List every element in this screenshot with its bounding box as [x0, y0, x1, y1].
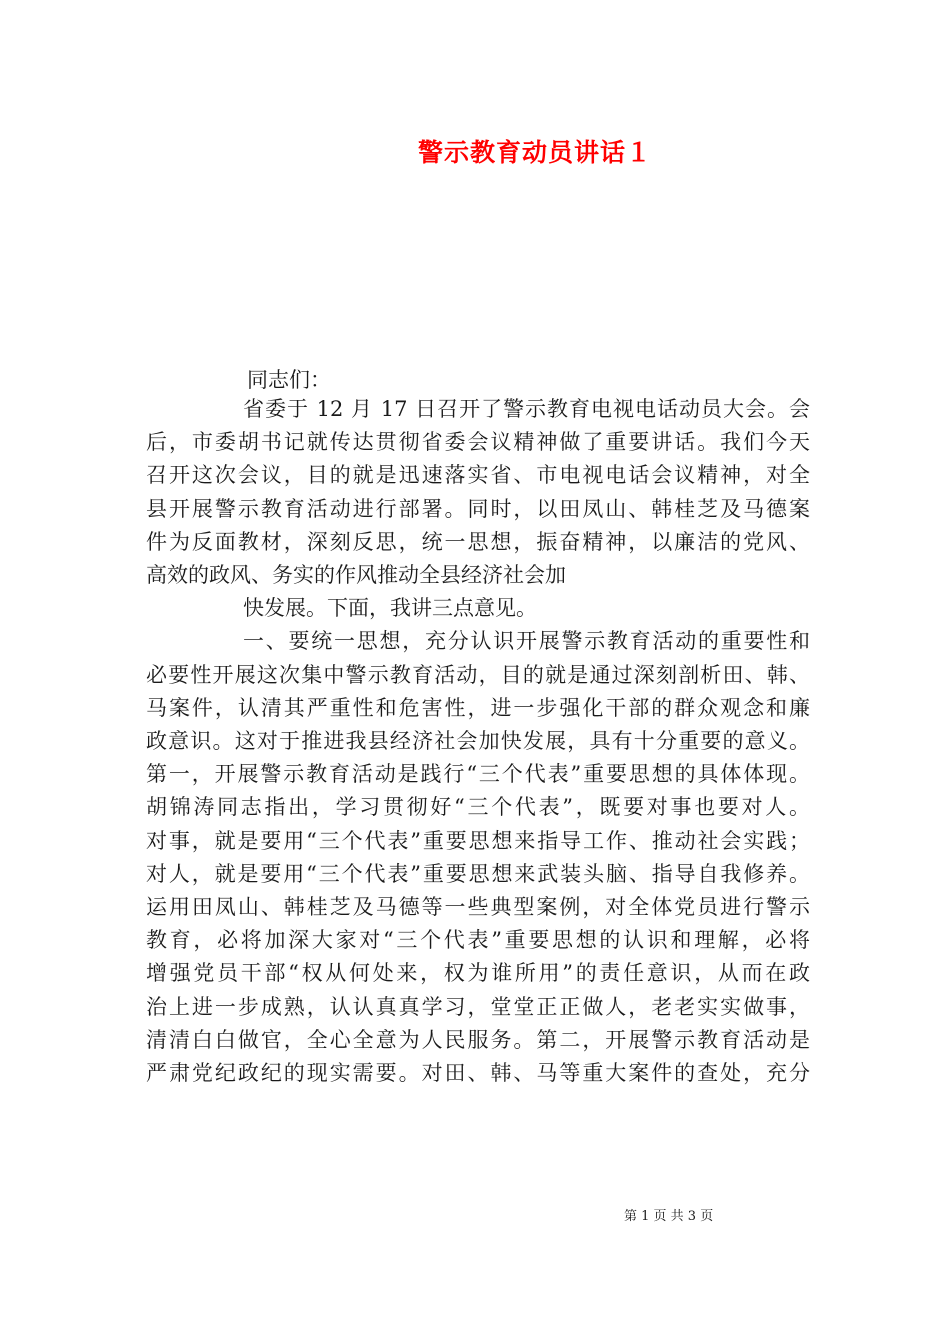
- text-line: 县开展警示教育活动进行部署。同时，以田凤山、韩桂芝及马德案: [146, 496, 810, 521]
- text-line: 教育，必将加深大家对“三个代表”重要思想的认识和理解，必将: [146, 928, 810, 953]
- text-line: 一、要统一思想，充分认识开展警示教育活动的重要性和: [243, 629, 810, 654]
- text-line: 运用田凤山、韩桂芝及马德等一些典型案例，对全体党员进行警示: [146, 895, 810, 920]
- text-line: 快发展。下面，我讲三点意见。: [243, 596, 537, 621]
- text-line: 高效的政风、务实的作风推动全县经济社会加: [146, 563, 566, 588]
- text-line: 件为反面教材，深刻反思，统一思想，振奋精神，以廉洁的党风、: [146, 529, 810, 554]
- paragraph-1: [146, 393, 810, 592]
- text-line: 马案件，认清其严重性和危害性，进一步强化干部的群众观念和廉: [146, 695, 810, 720]
- text-line: 政意识。这对于推进我县经济社会加快发展，具有十分重要的意义。: [146, 729, 810, 754]
- text-line: 对事，就是要用“三个代表”重要思想来指导工作、推动社会实践；: [146, 828, 810, 853]
- text-line: 治上进一步成熟，认认真真学习，堂堂正正做人，老老实实做事，: [146, 994, 810, 1019]
- paragraph-3: [146, 625, 810, 1090]
- salutation: 同志们：: [247, 368, 331, 392]
- text-line: 胡锦涛同志指出，学习贯彻好“三个代表”，既要对事也要对人。: [146, 795, 810, 820]
- text-line: 必要性开展这次集中警示教育活动，目的就是通过深刻剖析田、韩、: [146, 662, 810, 687]
- text-line: 第一，开展警示教育活动是践行“三个代表”重要思想的具体体现。: [146, 762, 810, 787]
- text-line: 召开这次会议，目的就是迅速落实省、市电视电话会议精神，对全: [146, 463, 810, 488]
- text-line: 对人，就是要用“三个代表”重要思想来武装头脑、指导自我修养。: [146, 861, 810, 886]
- text-line: 清清白白做官，全心全意为人民服务。第二，开展警示教育活动是: [146, 1027, 810, 1052]
- document-body: [146, 393, 810, 1090]
- page-footer: 第 1 页 共 3 页: [624, 1209, 714, 1224]
- paragraph-2: [146, 592, 810, 625]
- text-line: 后，市委胡书记就传达贯彻省委会议精神做了重要讲话。我们今天: [146, 430, 810, 455]
- text-line: 增强党员干部“权从何处来，权为谁所用”的责任意识，从而在政: [146, 961, 810, 986]
- text-line: 严肃党纪政纪的现实需要。对田、韩、马等重大案件的查处，充分: [146, 1061, 810, 1086]
- text-line: 省委于 12 月 17 日召开了警示教育电视电话动员大会。会: [243, 397, 810, 421]
- document-title: 警示教育动员讲话１: [417, 138, 652, 167]
